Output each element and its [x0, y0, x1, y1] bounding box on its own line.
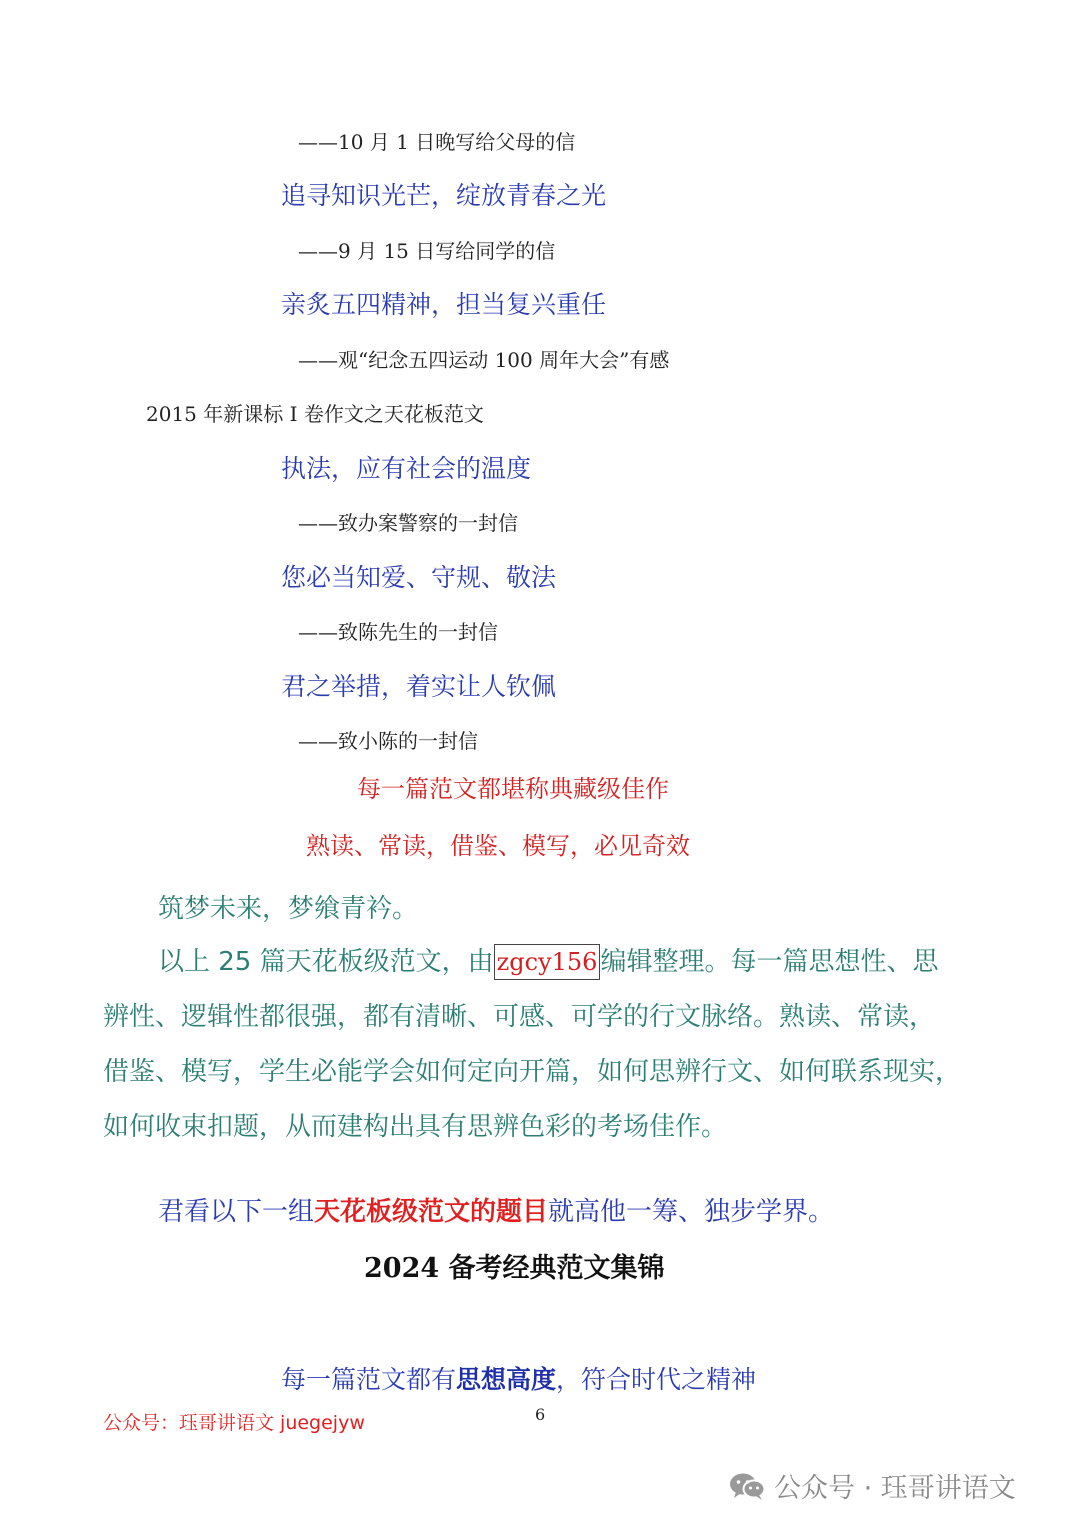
highlight-line-1: 每一篇范文都堪称典藏级佳作	[357, 775, 669, 803]
paragraph-line-4: 借鉴、模写，学生必能学会如何定向开篇，如何思辨行文、如何联系现实，	[103, 1057, 962, 1087]
paragraph-line-2-start: 以上 25 篇天花板级范文，由	[158, 947, 494, 977]
section-heading: 2024 备考经典范文集锦	[364, 1253, 665, 1284]
subtitle-line-2: ——9 月 15 日写给同学的信	[298, 239, 556, 263]
tagline-start: 每一篇范文都有	[281, 1365, 457, 1394]
subtitle-line-5: ——致陈先生的一封信	[298, 620, 498, 644]
essay-title-2: 亲炙五四精神，担当复兴重任	[281, 290, 607, 319]
watermark-text: 公众号 · 珏哥讲语文	[774, 1473, 1016, 1504]
paragraph-line-3: 辨性、逻辑性都很强，都有清晰、可感、可学的行文脉络。熟读、常读，	[103, 1002, 936, 1032]
essay-title-3: 执法，应有社会的温度	[281, 454, 532, 483]
page-number: 6	[535, 1405, 546, 1424]
paragraph-line-6	[158, 1191, 834, 1228]
subtitle-line-6: ——致小陈的一封信	[298, 729, 478, 753]
tagline	[281, 1360, 756, 1396]
essay-title-1: 追寻知识光芒，绽放青春之光	[281, 181, 607, 210]
subtitle-line-1: ——10 月 1 日晚写给父母的信	[298, 130, 576, 154]
footer-account: 公众号：珏哥讲语文 juegejyw	[103, 1412, 365, 1434]
paragraph-line-2	[158, 941, 938, 980]
subtitle-line-3: ——观“纪念五四运动 100 周年大会”有感	[298, 348, 670, 372]
essay-title-5: 君之举措，着实让人钦佩	[281, 672, 557, 701]
highlight-line-2: 熟读、常读，借鉴、模写，必见奇效	[306, 832, 690, 860]
paragraph-line-6-start: 君看以下一组	[158, 1197, 315, 1227]
essay-title-4: 您必当知爱、守规、敬法	[281, 563, 557, 592]
section-label: 2015 年新课标 I 卷作文之天花板范文	[146, 402, 484, 426]
paragraph-line-6-end: 就高他一筹、独步学界。	[548, 1197, 835, 1227]
tagline-emphasis: 思想高度	[456, 1365, 557, 1394]
paragraph-line-5: 如何收束扣题，从而建构出具有思辨色彩的考场佳作。	[103, 1112, 728, 1142]
paragraph-line-1: 筑梦未来，梦飨青衿。	[158, 894, 419, 924]
paragraph-line-2-end: 编辑整理。每一篇思想性、思	[600, 947, 939, 977]
wechat-icon	[728, 1471, 766, 1501]
highlighted-phrase: 天花板级范文的题目	[314, 1197, 549, 1227]
subtitle-line-4: ——致办案警察的一封信	[298, 511, 518, 535]
watermark	[728, 1466, 1016, 1505]
editor-id-box: zgcy156	[494, 944, 601, 980]
tagline-end: ，符合时代之精神	[556, 1365, 757, 1394]
